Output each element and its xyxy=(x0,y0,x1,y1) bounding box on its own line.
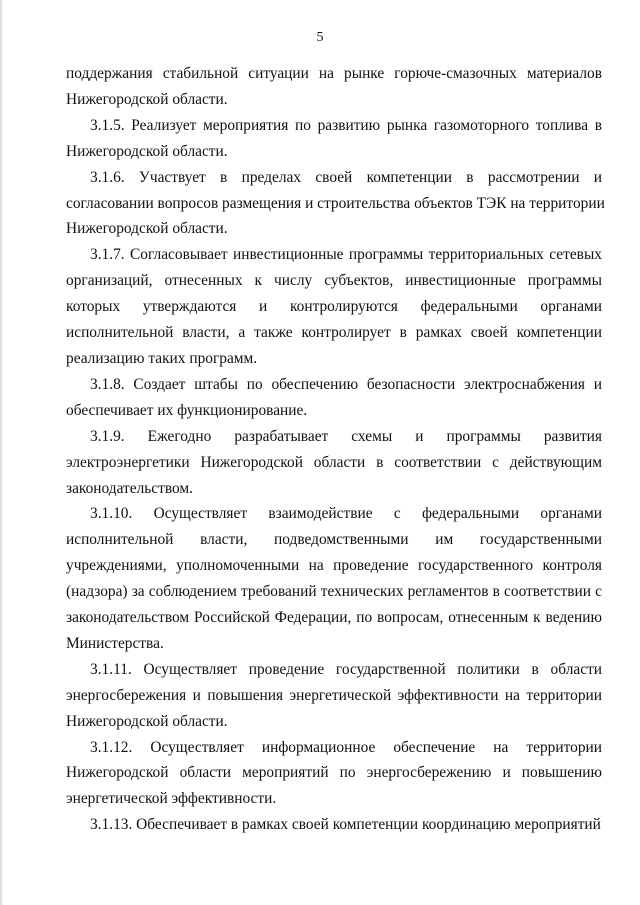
paragraph-line: (надзора) за соблюдением требований технических регламентов в соответствии с xyxy=(66,583,602,601)
paragraph-3-1-10 xyxy=(66,501,602,656)
page-number: 5 xyxy=(316,30,324,45)
paragraph-line: энергосбережения и повышения энергетической эффективности на территории xyxy=(66,686,602,704)
paragraph-3-1-8 xyxy=(66,372,602,424)
document-body xyxy=(66,61,605,838)
paragraph-line: 3.1.11. Осуществляет проведение государственной политики в области xyxy=(90,660,602,678)
paragraph-line: 3.1.8. Создает штабы по обеспечению безопасности электроснабжения и xyxy=(90,375,602,393)
scan-edge-shadow xyxy=(0,0,3,905)
paragraph-line: Нижегородской области. xyxy=(66,90,228,108)
paragraph-line: электроэнергетики Нижегородской области в соответствии с действующим xyxy=(66,453,602,471)
paragraph-line: 3.1.5. Реализует мероприятия по развитию рынка газомоторного топлива в xyxy=(90,116,602,134)
paragraph-line: организаций, отнесенных к числу субъектов, инвестиционные программы xyxy=(66,272,602,290)
paragraph-line: законодательством. xyxy=(66,479,194,497)
paragraph-line: учреждениями, уполномоченными на проведение государственного контроля xyxy=(66,557,602,575)
paragraph-line: 3.1.10. Осуществляет взаимодействие с федеральными органами xyxy=(90,505,602,523)
paragraph-line: 3.1.9. Ежегодно разрабатывает схемы и программы развития xyxy=(90,427,602,445)
paragraph-line: законодательством Российской Федерации, по вопросам, отнесенным к ведению xyxy=(66,609,602,627)
paragraph-line: 3.1.12. Осуществляет информационное обеспечение на территории xyxy=(90,738,602,756)
paragraph-line: Нижегородской области. xyxy=(66,220,228,238)
paragraph-line: исполнительной власти, подведомственными им государственными xyxy=(66,531,602,549)
paragraph-line: 3.1.6. Участвует в пределах своей компетенции в рассмотрении и xyxy=(90,168,602,186)
paragraph-3-1-6 xyxy=(66,165,605,243)
paragraph-line: 3.1.13. Обеспечивает в рамках своей компетенции координацию мероприятий xyxy=(90,816,601,834)
paragraph-line: согласовании вопросов размещения и строительства объектов ТЭК на территории xyxy=(66,194,605,212)
paragraph-line: Нижегородской области. xyxy=(66,142,228,160)
paragraph-line: обеспечивает их функционирование. xyxy=(66,401,308,419)
paragraph-3-1-11 xyxy=(66,657,602,735)
paragraph-3-1-7 xyxy=(66,242,602,372)
paragraph-3-1-9 xyxy=(66,424,602,502)
paragraph-line: поддержания стабильной ситуации на рынке горюче-смазочных материалов xyxy=(66,65,602,82)
paragraph-3-1-12 xyxy=(66,735,602,813)
paragraph-line: Нижегородской области мероприятий по энергосбережению и повышению xyxy=(66,764,602,782)
paragraph-line: реализацию таких программ. xyxy=(66,349,258,367)
paragraph-3-1-13 xyxy=(66,812,602,838)
paragraph-cont xyxy=(66,61,602,113)
paragraph-line: Министерства. xyxy=(66,634,164,652)
paragraph-line: которых утверждаются и контролируются федеральными органами xyxy=(66,298,602,316)
paragraph-line: 3.1.7. Согласовывает инвестиционные программы территориальных сетевых xyxy=(90,246,602,264)
paragraph-line: Нижегородской области. xyxy=(66,712,228,730)
paragraph-line: энергетической эффективности. xyxy=(66,790,277,808)
paragraph-line: исполнительной власти, а также контролирует в рамках своей компетенции xyxy=(66,324,602,342)
paragraph-3-1-5 xyxy=(66,113,602,165)
